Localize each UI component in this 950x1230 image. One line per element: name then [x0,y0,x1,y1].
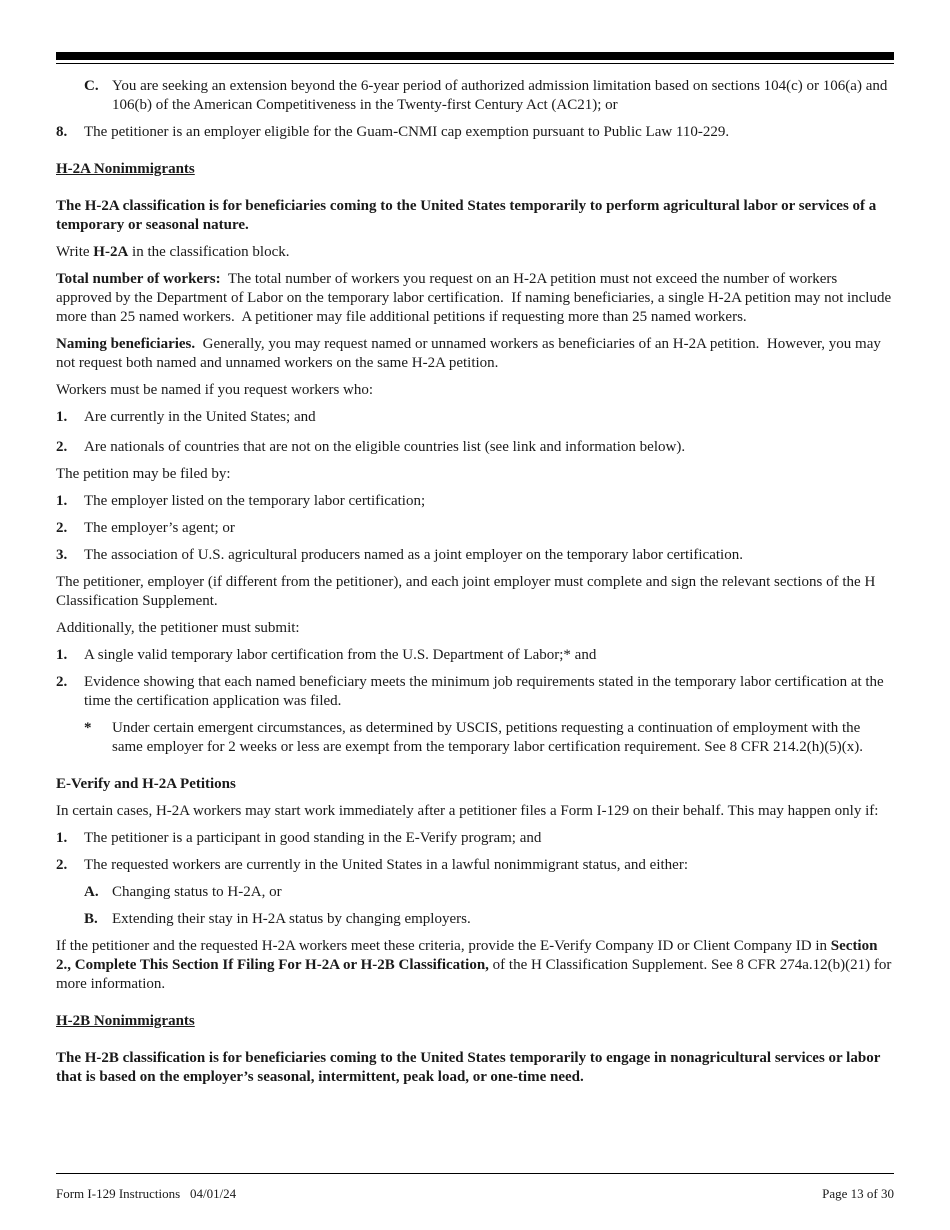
submit-intro: Additionally, the petitioner must submit: [56,620,300,636]
item-label: 2. [56,520,68,536]
list-item [56,408,894,427]
item-label: B. [84,911,98,927]
list-item [56,546,894,565]
item-label: 2. [56,439,68,455]
bold-label: Naming beneficiaries. [56,336,196,352]
footnote-text: Under certain emergent circumstances, as determined by USCIS, petitions requesting a continuation of employment with the same employer for 2 weeks or less are exempt from the temporary labor certification requirement. See 8 CFR 214.2(h)(5)(x). [112,720,863,755]
footer-row [56,1186,894,1202]
page-number: Page 13 of 30 [822,1186,894,1201]
item-text: The employer’s agent; or [84,520,235,536]
naming-beneficiaries-paragraph [56,335,894,373]
item-text: Are currently in the United States; and [84,409,316,425]
named-intro: Workers must be named if you request workers who: [56,382,374,398]
document-content [56,77,894,1087]
item-text: Evidence showing that each named beneficiary meets the minimum job requirements stated in the temporary labor certification at the time the certification application was filed. [84,674,884,709]
item-text: Changing status to H-2A, or [112,884,282,900]
item-text: A single valid temporary labor certification from the U.S. Department of Labor;* and [84,647,597,663]
footnote-marker: * [84,720,92,736]
list-item [56,438,894,457]
bold-label: Total number of workers: [56,271,221,287]
list-item [84,883,894,902]
footer-rule [56,1173,894,1174]
text: Write [56,244,94,260]
criteria-paragraph [56,937,894,994]
h2a-lead: The H-2A classification is for beneficiaries coming to the United States temporarily to perform agricultural labor or services of a temporary or seasonal nature. [56,198,877,233]
total-workers-paragraph [56,270,894,327]
item-text: The petitioner is an employer eligible for the Guam-CNMI cap exemption pursuant to Public Law 110-229. [84,124,730,140]
text: If the petitioner and the requested H-2A workers meet these criteria, provide the E-Verify Company ID or Client Company ID in [56,938,831,954]
section-heading-everify: E-Verify and H-2A Petitions [56,776,236,792]
item-text: The requested workers are currently in the United States in a lawful nonimmigrant status, and either: [84,857,688,873]
write-classification [56,243,894,262]
list-item [56,519,894,538]
list-item [56,492,894,511]
item-label: 3. [56,547,68,563]
item-label: A. [84,884,99,900]
item-text: The association of U.S. agricultural producers named as a joint employer on the temporary labor certification. [84,547,743,563]
page-footer [56,1173,894,1202]
bold-text: H-2A [93,244,129,260]
item-label: C. [84,78,99,94]
list-item [56,646,894,665]
text: The total number of workers you request on an H-2A petition must not exceed the number of workers approved by the Department of Labor on the temporary labor certification. If naming beneficiaries, a single H-2A petition may not include more than 25 named workers. A petitioner may file additional petitions if requesting more than 25 named workers. [56,271,895,325]
item-text: You are seeking an extension beyond the 6-year period of authorized admission limitation based on sections 104(c) or 106(a) and 106(b) of the American Competitiveness in the Twenty-first Century Act (AC21); or [112,78,888,113]
text: Generally, you may request named or unnamed workers as beneficiaries of an H-2A petition. However, you may not request both named and unnamed workers on the same H-2A petition. [56,336,885,371]
item-label: 1. [56,409,68,425]
item-label: 2. [56,674,68,690]
bold-text: Section 2., Complete This Section If Filing For H-2A or H-2B Classification, [56,938,878,973]
everify-intro: In certain cases, H-2A workers may start work immediately after a petitioner files a Form I-129 on their behalf. This may happen only if: [56,803,879,819]
item-label: 8. [56,124,68,140]
text: in the classification block. [128,244,290,260]
header-rule-thick [56,52,894,60]
filed-intro: The petition may be filed by: [56,466,231,482]
item-text: The employer listed on the temporary labor certification; [84,493,426,509]
h2b-lead: The H-2B classification is for beneficiaries coming to the United States temporarily to engage in nonagricultural services or labor that is based on the employer’s seasonal, intermittent, peak load, or one-time need. [56,1050,881,1085]
footnote-item [84,719,894,757]
header-rule-thin [56,63,894,64]
list-item [56,673,894,711]
form-identifier: Form I-129 Instructions 04/01/24 [56,1186,237,1201]
section-heading-h2a: H-2A Nonimmigrants [56,161,195,177]
section-heading-h2b: H-2B Nonimmigrants [56,1013,195,1029]
item-label: 1. [56,647,68,663]
item-text: Extending their stay in H-2A status by changing employers. [112,911,471,927]
sign-paragraph: The petitioner, employer (if different from the petitioner), and each joint employer must complete and sign the relevant sections of the H Classification Supplement. [56,574,876,609]
item-label: 2. [56,857,68,873]
item-text: Are nationals of countries that are not on the eligible countries list (see link and information below). [84,439,686,455]
list-item [84,910,894,929]
list-item [56,856,894,875]
item-text: The petitioner is a participant in good standing in the E-Verify program; and [84,830,542,846]
page-body [56,52,894,1095]
item-label: 1. [56,830,68,846]
list-item-c [84,77,894,115]
item-label: 1. [56,493,68,509]
list-item-8 [56,123,894,142]
text: of the H Classification Supplement. See 8 CFR 274a.12(b)(21) for more information. [56,957,892,992]
list-item [56,829,894,848]
